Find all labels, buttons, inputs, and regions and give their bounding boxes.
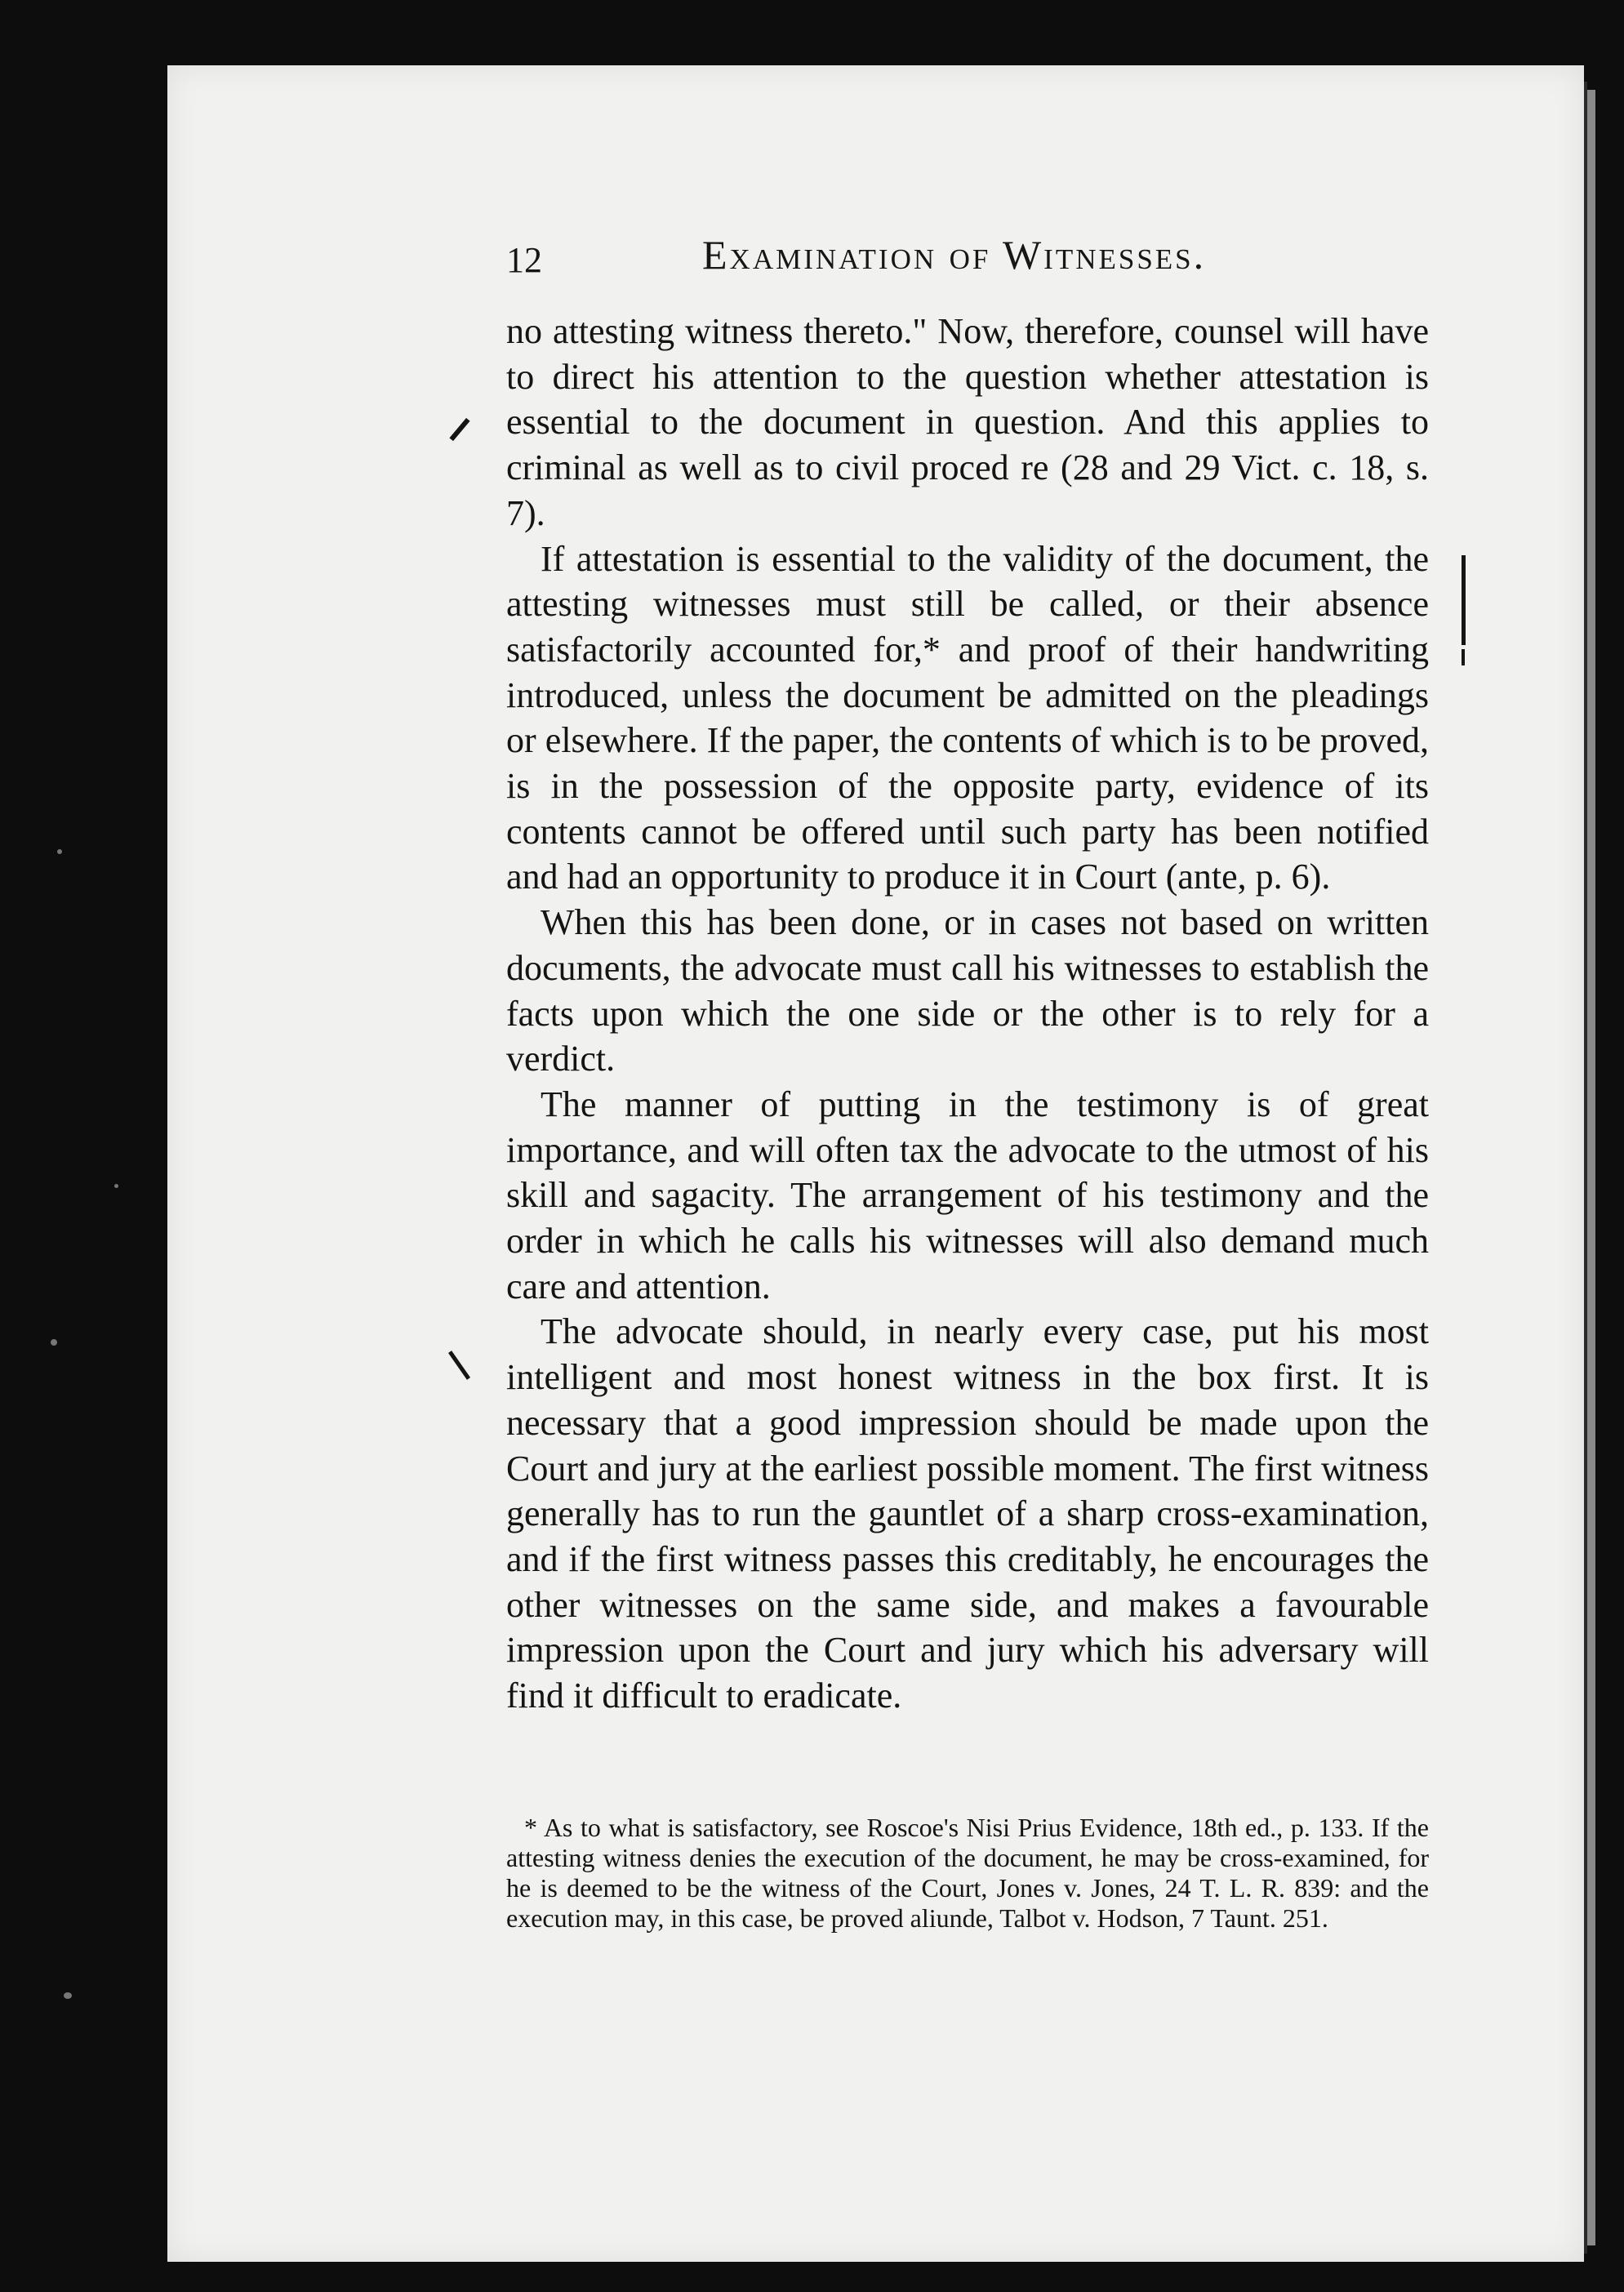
scan-speck (57, 849, 62, 854)
scan-speck (64, 1992, 72, 1999)
paragraph: The manner of putting in the testimony is of great importance, and will often tax the advocate to the utmost of his skill and sagacity. The arrangement of his testimony and the order in which he calls his witnesses will also demand much care and attention. (506, 1084, 1429, 1306)
margin-bar-mark (1462, 649, 1465, 665)
paragraph: When this has been done, or in cases not based on written documents, the advocate must call his witnesses to establish the facts upon which the one side or the other is to rely for a verdict. (506, 902, 1429, 1079)
paragraph: The advocate should, in nearly every case, put his most intelligent and most honest witness in the box first. It is necessary that a good impression should be made upon the Court and jury at the earliest possible moment. The first witness generally has to run the gauntlet of a sharp cross-examination, and if the first witness passes this creditably, he encourages the other witnesses on the same side, and makes a favourable impression upon the Court and jury which his adversary will find it difficult to eradicate. (506, 1311, 1429, 1716)
page-edge-highlight (1587, 90, 1595, 2245)
margin-bar-mark (1462, 555, 1466, 645)
running-head: Examination of Witnesses. (702, 232, 1207, 278)
body-text (506, 309, 1429, 1719)
scan-speck (114, 1184, 118, 1188)
footnote: * As to what is satisfactory, see Roscoe's Nisi Prius Evidence, 18th ed., p. 133. If the attesting witness denies the execution of the document, he may be cross-examined, for he is deemed to be the witness of the Court, Jones v. Jones, 24 T. L. R. 839: and the execution may, in this case, be proved aliunde, Talbot v. Hodson, 7 Taunt. 251. (506, 1813, 1429, 1933)
paragraph: If attestation is essential to the validity of the document, the attesting witnesses must still be called, or their absence satisfactorily accounted for,* and proof of their handwriting introduced, unless the document be admitted on the pleadings or elsewhere. If the paper, the contents of which is to be proved, is in the possession of the opposite party, evidence of its contents cannot be offered until such party has been notified and had an opportunity to produce it in Court (ante, p. 6). (506, 538, 1429, 897)
paragraph: no attesting witness thereto." Now, therefore, counsel will have to direct his attention to the question whether attestation is essential to the document in question. And this applies to criminal as well as to civil proced re (28 and 29 Vict. c. 18, s. 7). (506, 311, 1429, 533)
page-header (506, 231, 1568, 296)
scan-speck (51, 1339, 57, 1346)
page-number: 12 (506, 240, 542, 280)
